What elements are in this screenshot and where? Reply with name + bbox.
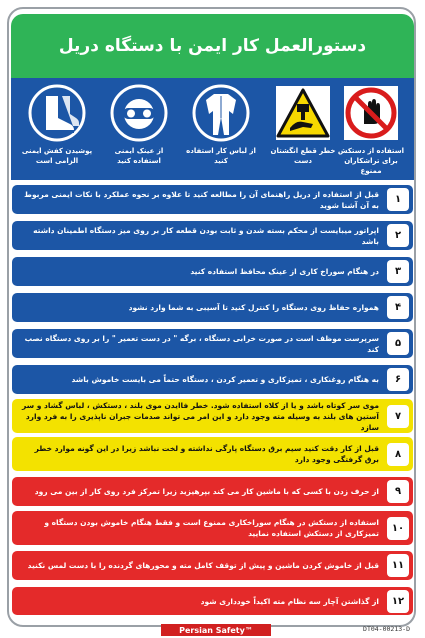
rule-8 <box>11 436 414 472</box>
hand-crush-warning-icon <box>274 84 332 142</box>
poster-title: دستورالعمل کار ایمن با دستگاه دریل <box>58 36 367 56</box>
rule-text: اپراتور میبایست از محکم بسته شدن و ثابت بودن قطعه کار بر روی میز دستگاه اطمینان داشته باشد <box>33 225 379 246</box>
sign-label: پوشیدن کفش ایمنی الزامی است <box>21 147 93 165</box>
brand-logo: Persian Safety™ <box>161 624 271 636</box>
rule-text: موی سر کوتاه باشد و یا از کلاه استفاده شود. خطر فاایدن موی بلند ، دستکش ، لباس گشاد و سر آستین های بلند به وسیله مته وجود دارد و این امر می تواند صدمات جبران ناپذیری را به فرد وارد سازد <box>22 400 379 432</box>
rule-number: ۱۱ <box>387 554 409 577</box>
rule-text: استفاده از دستکش در هنگام سوراخکاری ممنوع است و فقط هنگام خاموش بودن دستگاه و تمیزکاری از دستکش استفاده نمایید <box>44 518 379 538</box>
rule-number: ۵ <box>387 332 409 355</box>
rule-number: ۳ <box>387 260 409 283</box>
goggles-icon <box>110 84 168 142</box>
sign-label: از لباس کار استفاده کنید <box>186 147 256 165</box>
sign-label: استفاده از دستکش برای تراشکاران ممنوع <box>337 147 405 175</box>
rule-11 <box>11 550 414 581</box>
rule-9 <box>11 476 414 507</box>
rule-12 <box>11 586 414 616</box>
rule-7 <box>11 398 414 434</box>
rule-number: ۴ <box>387 296 409 319</box>
coverall-icon <box>192 84 250 142</box>
rule-2 <box>11 220 414 251</box>
rule-4 <box>11 292 414 323</box>
product-code: DT04-00213-D <box>363 625 410 633</box>
rule-number: ۱ <box>387 188 409 211</box>
rule-number: ۹ <box>387 480 409 503</box>
boot-icon <box>28 84 86 142</box>
sign-label: از عینک ایمنی استفاده کنید <box>114 147 164 165</box>
rule-number: ۱۰ <box>387 517 409 540</box>
rule-10 <box>11 510 414 546</box>
rule-5 <box>11 328 414 359</box>
rule-number: ۷ <box>387 405 409 428</box>
sign-safety-goggles <box>101 84 177 176</box>
title-bar <box>11 14 414 78</box>
rule-text: قبل از خاموش کردن ماشین و پیش از توقف کامل مته و محورهای گردنده را با دست لمس نکنید <box>27 561 379 570</box>
sign-label: خطر قطع انگشتان دست <box>270 147 336 165</box>
rule-number: ۶ <box>387 368 409 391</box>
rule-text: قبل از استفاده از دریل راهنمای آن را مطالعه کنید تا علاوه بر نحوه عملکرد با نکات ایمنی مربوط به آن آشنا شوید <box>24 189 379 210</box>
rule-text: از حرف زدن با کسی که با ماشین کار می کند بپرهیزید زیرا تمرکز فرد روی کار از بین می رود <box>34 487 379 496</box>
sign-panel <box>11 78 414 180</box>
rule-6 <box>11 364 414 395</box>
rule-text: در هنگام سوراخ کاری از عینک محافظ استفاده کنید <box>190 267 379 276</box>
sign-no-gloves <box>333 84 409 176</box>
rule-number: ۱۲ <box>387 590 409 613</box>
rule-number: ۲ <box>387 224 409 247</box>
rule-text: از گذاشتن آچار سه نظام مته اکیداً خودداری شود <box>200 596 379 606</box>
rule-text: قبل از کار دقت کنید سیم برق دستگاه پارگی نداشته و لخت نباشد زیرا در این گونه موارد خطر برق گرفتگی وجود دارد <box>34 444 379 464</box>
rule-text: سرپرست موظف است در صورت خرابی دستگاه ، برگه " در دست تعمیر " را بر روی دستگاه نصب کند <box>24 333 379 354</box>
sign-safety-boots <box>19 84 95 176</box>
no-gloves-icon <box>342 84 400 142</box>
sign-work-clothes <box>183 84 259 176</box>
rule-text: به هنگام روغنکاری ، تمیزکاری و تعمیر کردن ، دستگاه حتماً می بایست خاموش باشد <box>71 375 379 384</box>
rule-text: همواره حفاظ روی دستگاه را کنترل کنید تا آسیبی به شما وارد نشود <box>128 303 379 312</box>
footer <box>11 624 414 636</box>
sign-hand-crush-warning <box>265 84 341 176</box>
rule-number: ۸ <box>387 443 409 466</box>
rule-3 <box>11 256 414 287</box>
rule-1 <box>11 184 414 215</box>
